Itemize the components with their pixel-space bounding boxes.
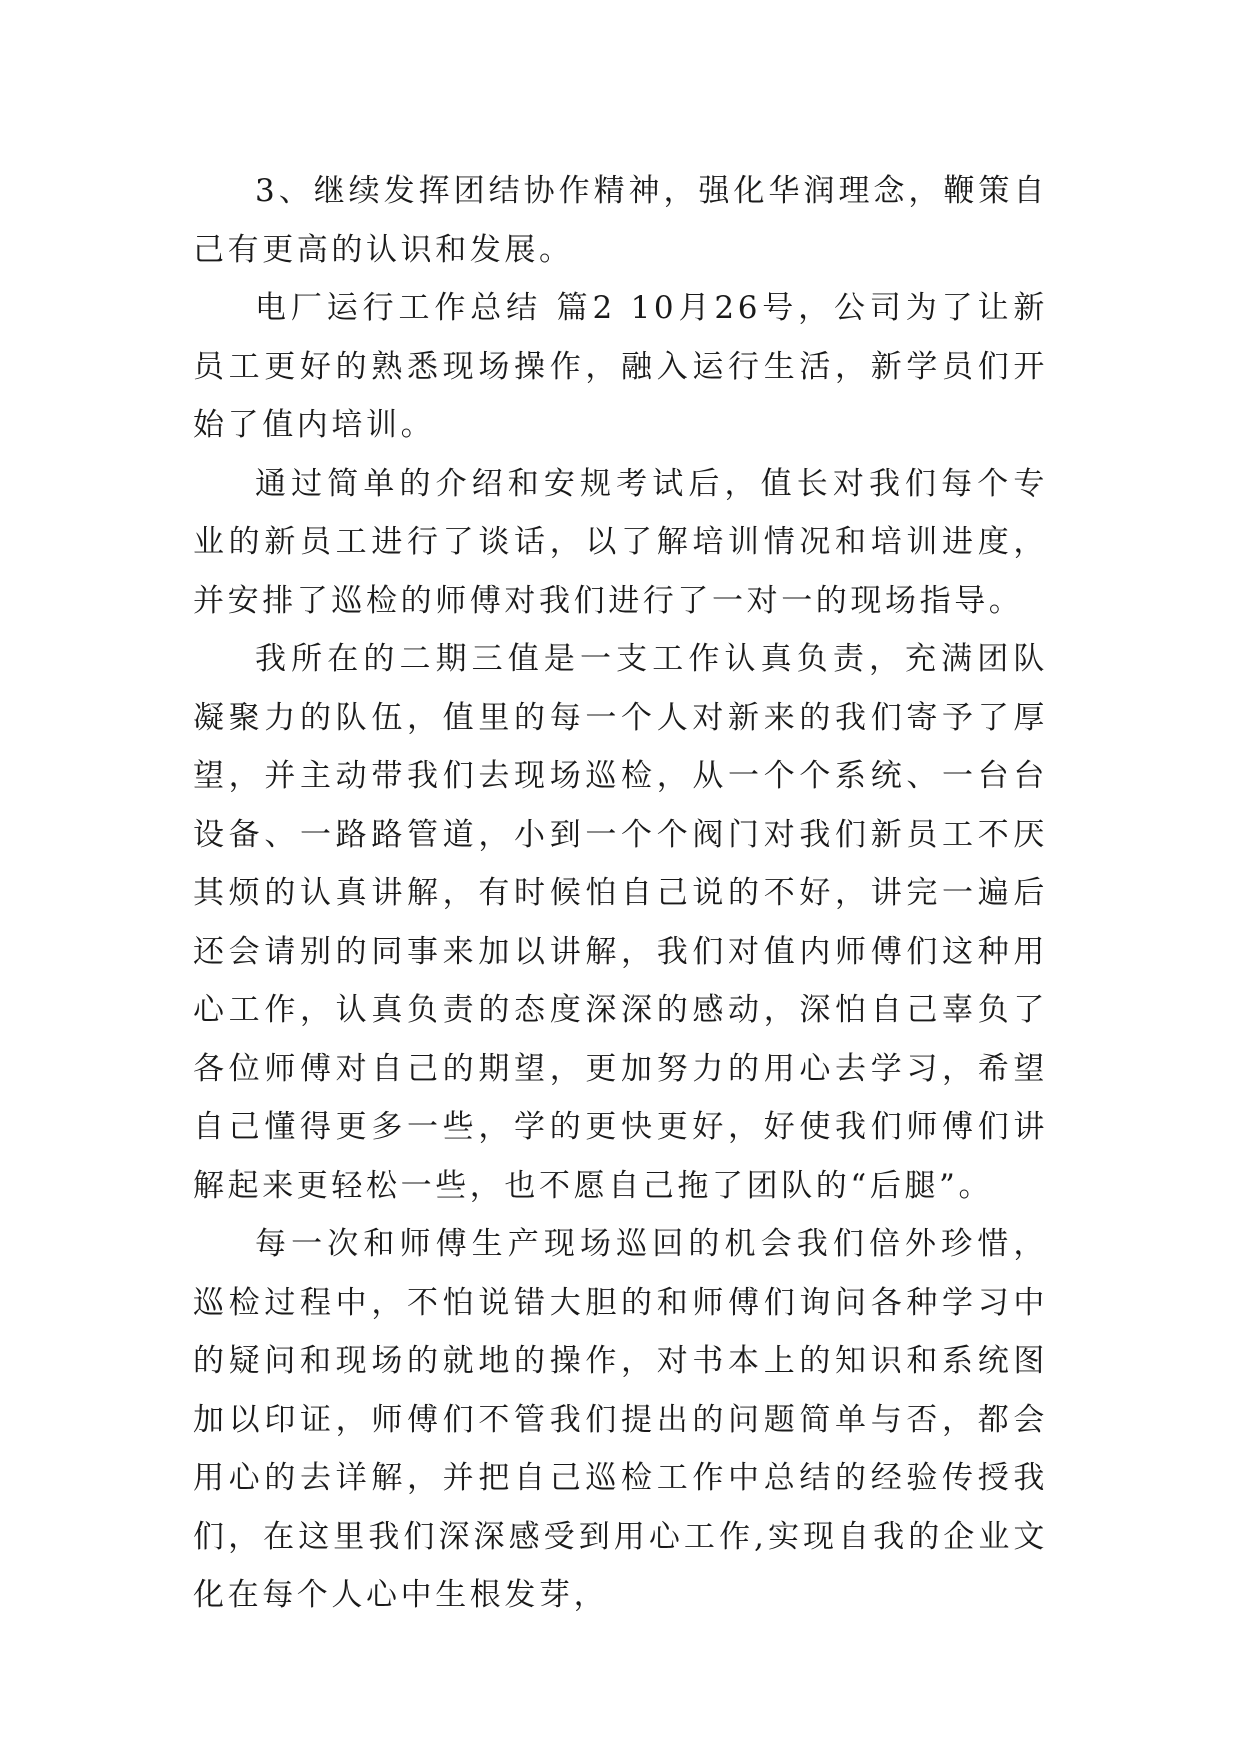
- paragraph-3: 通过简单的介绍和安规考试后，值长对我们每个专业的新员工进行了谈话，以了解培训情况和培训进度，并安排了巡检的师傅对我们进行了一对一的现场指导。: [193, 465, 1048, 619]
- paragraph-4: 我所在的二期三值是一支工作认真负责，充满团队凝聚力的队伍，值里的每一个人对新来的我们寄予了厚望，并主动带我们去现场巡检，从一个个系统、一台台设备、一路路管道，小到一个个阀门对我们新员工不厌其烦的认真讲解，有时候怕自己说的不好，讲完一遍后还会请别的同事来加以讲解，我们对值内师傅们这种用心工作，认真负责的态度深深的感动，深怕自己辜负了各位师傅对自己的期望，更加努力的用心去学习，希望自己懂得更多一些，学的更快更好，好使我们师傅们讲解起来更轻松一些，也不愿自己拖了团队的“后腿”。: [193, 641, 1048, 1204]
- document-body: [193, 162, 1048, 1625]
- paragraph-2: 电厂运行工作总结 篇2 10月26号，公司为了让新员工更好的熟悉现场操作，融入运行生活，新学员们开始了值内培训。: [193, 290, 1048, 443]
- paragraph-1: 3、继续发挥团结协作精神，强化华润理念，鞭策自己有更高的认识和发展。: [193, 173, 1048, 268]
- paragraph-5: 每一次和师傅生产现场巡回的机会我们倍外珍惜，巡检过程中，不怕说错大胆的和师傅们询问各种学习中的疑问和现场的就地的操作，对书本上的知识和系统图加以印证，师傅们不管我们提出的问题简单与否，都会用心的去详解，并把自己巡检工作中总结的经验传授我们，在这里我们深深感受到用心工作,实现自我的企业文化在每个人心中生根发芽，: [193, 1226, 1048, 1613]
